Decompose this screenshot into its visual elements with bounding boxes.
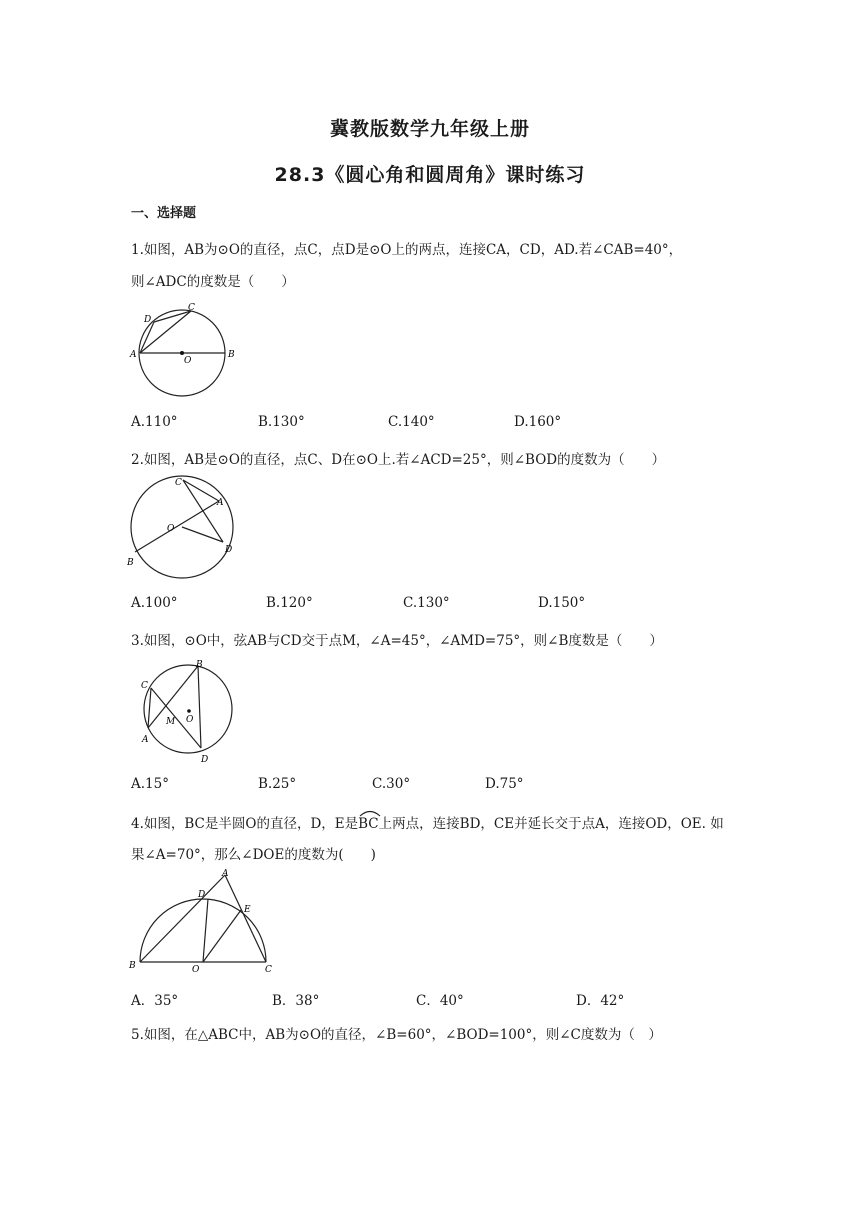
question-2-figure <box>127 474 239 584</box>
question-1-text: 1.如图，AB为⊙O的直径，点C，点D是⊙O上的两点，连接CA，CD，AD.若∠CAB=40°， <box>131 242 683 258</box>
q2-label-o: O <box>167 524 175 534</box>
arc-bc <box>358 816 379 832</box>
q4-label-d: D <box>198 890 206 900</box>
q1-label-c: C <box>188 303 195 313</box>
q3-label-o: O <box>186 715 194 725</box>
q3-label-m: M <box>166 717 176 727</box>
question-4-text <box>131 812 724 832</box>
question-2-text: 2.如图，AB是⊙O的直径，点C、D在⊙O上.若∠ACD=25°，则∠BOD的度数为（ ） <box>131 452 666 468</box>
question-4-text-pre: 4.如图，BC是半圆O的直径，D，E是 <box>131 816 359 832</box>
q3-label-b: B <box>196 660 203 670</box>
arc-icon <box>358 807 382 817</box>
q4-option-a[interactable]: A．35° <box>131 993 179 1009</box>
q2-label-a: A <box>217 498 224 508</box>
q3-option-a[interactable]: A.15° <box>131 776 169 792</box>
page-subtitle: 28.3《圆心角和圆周角》课时练习 <box>274 164 586 186</box>
q2-option-b[interactable]: B.120° <box>266 595 313 611</box>
q4-option-b[interactable]: B．38° <box>272 993 320 1009</box>
q3-option-d[interactable]: D.75° <box>485 776 524 792</box>
q2-option-d[interactable]: D.150° <box>538 595 586 611</box>
q4-label-e: E <box>244 905 251 915</box>
q1-option-b[interactable]: B.130° <box>258 414 305 430</box>
q3-option-c[interactable]: C.30° <box>372 776 411 792</box>
q2-label-d: D <box>225 545 233 555</box>
q1-option-d[interactable]: D.160° <box>514 414 562 430</box>
q1-label-d: D <box>144 315 152 325</box>
question-1-text-cont: 则∠ADC的度数是（ ） <box>131 274 295 290</box>
q1-label-b: B <box>228 350 235 360</box>
arc-label: BC <box>358 816 379 832</box>
q1-label-a: A <box>130 350 137 360</box>
question-3-figure <box>136 658 236 766</box>
question-4-text-cont: 果∠A=70°，那么∠DOE的度数为( ) <box>131 847 376 863</box>
q2-option-a[interactable]: A.100° <box>131 595 178 611</box>
q1-option-c[interactable]: C.140° <box>388 414 435 430</box>
q2-label-b: B <box>127 558 134 568</box>
q4-label-c: C <box>265 965 272 975</box>
q3-label-a: A <box>142 735 149 745</box>
question-5-text: 5.如图，在△ABC中，AB为⊙O的直径，∠B=60°，∠BOD=100°，则∠C度数为（ ） <box>131 1027 662 1043</box>
q1-option-a[interactable]: A.110° <box>131 414 178 430</box>
question-1-figure <box>127 300 245 404</box>
page-title: 冀教版数学九年级上册 <box>329 118 530 140</box>
section-heading: 一、选择题 <box>131 206 197 221</box>
q4-option-c[interactable]: C．40° <box>416 993 464 1009</box>
q3-option-b[interactable]: B.25° <box>258 776 297 792</box>
question-4-figure <box>126 868 276 976</box>
question-4-text-post: 上两点，连接BD，CE并延长交于点A，连接OD，OE. 如 <box>378 816 724 832</box>
q4-label-o: O <box>192 965 200 975</box>
question-3-text: 3.如图，⊙O中，弦AB与CD交于点M，∠A=45°，∠AMD=75°，则∠B度数是（ ） <box>131 633 663 649</box>
q2-label-c: C <box>175 478 182 488</box>
q3-label-c: C <box>141 681 148 691</box>
q1-label-o: O <box>184 356 192 366</box>
q3-label-d: D <box>201 755 209 765</box>
q4-label-b: B <box>129 961 136 971</box>
q4-label-a: A <box>222 869 229 879</box>
q4-option-d[interactable]: D．42° <box>576 993 625 1009</box>
q2-option-c[interactable]: C.130° <box>403 595 450 611</box>
